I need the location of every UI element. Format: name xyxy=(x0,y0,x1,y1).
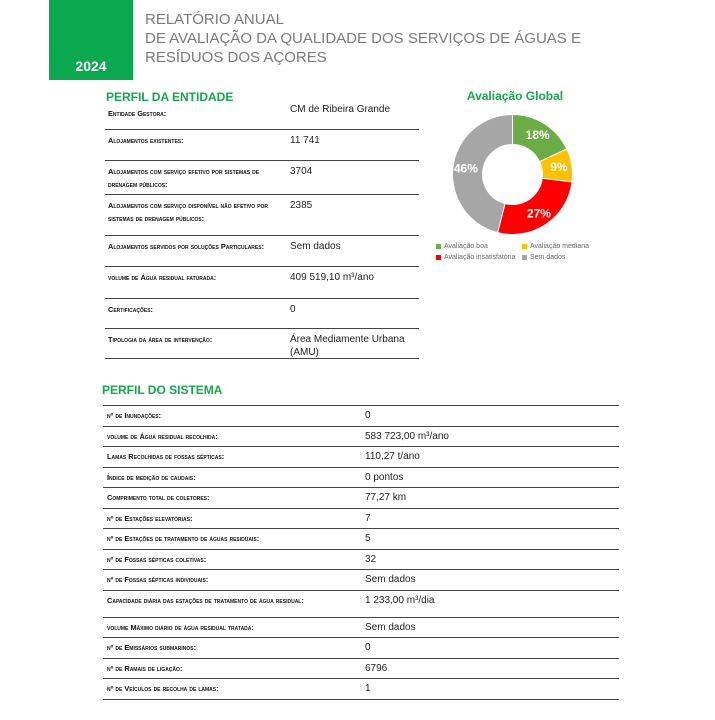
entity-row xyxy=(105,299,419,329)
donut-slice-label: 27% xyxy=(526,206,551,221)
entity-row xyxy=(105,103,419,130)
report-title xyxy=(145,10,581,67)
legend-label: Avaliação insatisfatória xyxy=(444,254,516,261)
donut-slice-label: 9% xyxy=(550,160,568,175)
system-row xyxy=(103,447,619,468)
legend-item xyxy=(522,243,607,250)
legend-swatch xyxy=(436,244,441,249)
entity-row-value: 0 xyxy=(290,304,296,315)
system-row-label: nº de Fossas sépticas coletivas: xyxy=(107,554,207,564)
entity-row xyxy=(105,267,419,299)
entity-row-label: volume de Água residual faturada: xyxy=(108,273,217,282)
legend-swatch xyxy=(522,244,527,249)
system-row-value: 0 pontos xyxy=(365,471,404,483)
system-row xyxy=(103,529,619,550)
system-row-value: 32 xyxy=(365,553,377,565)
system-row xyxy=(103,679,619,700)
system-row-label: Lamas Recolhidas de fossas sépticas: xyxy=(107,452,225,461)
system-row xyxy=(103,659,619,680)
legend-label: Avaliação mediana xyxy=(530,243,590,250)
system-row-value: 77,27 km xyxy=(365,492,407,503)
system-row-value: 110,27 t/ano xyxy=(365,451,420,462)
entity-row xyxy=(105,329,419,359)
system-row xyxy=(103,509,619,530)
year-banner xyxy=(49,0,133,80)
legend-item xyxy=(522,254,607,261)
entity-row-label: Tipologia da área de intervenção: xyxy=(108,335,213,344)
legend-swatch xyxy=(522,255,527,260)
system-row xyxy=(103,488,619,509)
entity-row-value: 2385 xyxy=(290,200,313,211)
legend-swatch xyxy=(436,255,441,260)
system-row-value: 1 233,00 m³/dia xyxy=(365,594,435,606)
chart-title: Avaliação Global xyxy=(466,89,564,103)
system-row xyxy=(103,570,619,591)
system-row-label: volume Máximo diário de água residual tratada: xyxy=(107,622,254,632)
entity-row-value: 3704 xyxy=(290,166,313,177)
entity-row-value: 11 741 xyxy=(290,135,320,146)
legend-label: Sem dados xyxy=(530,254,566,261)
system-row-label: nº de Fossas sépticas individuais: xyxy=(107,575,209,584)
system-row-value: Sem dados xyxy=(365,574,416,585)
title-line: RESÍDUOS DOS AÇORES xyxy=(145,49,327,66)
system-row-label: nº de Emissários submarinos: xyxy=(107,643,197,652)
entity-row-value: CM de Ribeira Grande xyxy=(290,104,391,115)
entity-row-label: Alojamentos existentes: xyxy=(108,136,184,145)
entity-profile-title: PERFIL DA ENTIDADE xyxy=(106,90,234,104)
entity-row xyxy=(105,161,419,195)
legend-item xyxy=(436,254,516,261)
system-row-value: 583 723,00 m³/ano xyxy=(365,430,449,442)
system-row xyxy=(103,550,619,571)
system-row-value: 0 xyxy=(365,642,371,653)
system-row-label: nº de Inundações: xyxy=(107,411,162,420)
entity-row-value: 409 519,10 m³/ano xyxy=(290,272,374,283)
entity-row-label: Alojamentos com serviço efetivo por sistemas de drenagem públicos: xyxy=(108,167,260,189)
title-line: DE AVALIAÇÃO DA QUALIDADE DOS SERVIÇOS DE ÁGUAS E xyxy=(145,30,581,47)
system-row-label: Índice de medição de caudais: xyxy=(107,472,196,482)
entity-row xyxy=(105,130,419,161)
system-row xyxy=(103,638,619,659)
system-row-value: 5 xyxy=(365,533,371,544)
entity-row xyxy=(105,236,419,267)
system-row-value: 7 xyxy=(365,512,371,524)
legend-label: Avaliação boa xyxy=(444,243,488,250)
title-line: RELATÓRIO ANUAL xyxy=(145,11,284,28)
system-row xyxy=(103,618,619,639)
system-row-label: volume de Água residual recolhida: xyxy=(107,431,218,441)
entity-row xyxy=(105,195,419,236)
entity-row-value: Sem dados xyxy=(290,241,341,252)
entity-row-label: Alojamentos servidos por soluções Particulares: xyxy=(108,242,265,251)
system-row-value: 1 xyxy=(365,683,371,694)
system-row xyxy=(103,468,619,489)
entity-row-label: Entidade Gestora: xyxy=(108,109,167,118)
entity-row-label: Certificações: xyxy=(108,305,154,314)
system-row-label: Comprimento total de coletores: xyxy=(107,493,210,502)
entity-row-label: Alojamentos com serviço disponível não efetivo por sistemas de drenagem públicos: xyxy=(108,201,268,223)
system-row xyxy=(103,591,619,618)
system-row-label: nº de Ramais de ligação: xyxy=(107,663,183,673)
system-row-label: nº de Estações de tratamento de águas residuais: xyxy=(107,534,260,543)
system-row-label: nº de Veículos de recolha de lamas: xyxy=(107,684,219,693)
system-row xyxy=(103,406,619,427)
system-profile-title: PERFIL DO SISTEMA xyxy=(102,383,223,397)
global-evaluation-donut-chart xyxy=(450,112,575,237)
system-profile-table xyxy=(103,405,619,700)
system-row-label: Capacidade diária das estações de tratamento de água residual: xyxy=(107,595,304,605)
report-year: 2024 xyxy=(75,58,107,74)
system-row-value: Sem dados xyxy=(365,621,416,633)
donut-slice-label: 18% xyxy=(525,127,550,142)
system-row-value: 0 xyxy=(365,410,371,421)
system-row-value: 6796 xyxy=(365,662,388,674)
system-row-label: nº de Estações elevatórias: xyxy=(107,513,193,523)
donut-slice-label: 46% xyxy=(453,161,478,176)
legend-item xyxy=(436,243,516,250)
entity-row-value: Área Mediamente Urbana (AMU) xyxy=(290,334,405,358)
system-row xyxy=(103,427,619,448)
chart-legend xyxy=(436,243,616,265)
entity-profile-table xyxy=(105,103,419,359)
